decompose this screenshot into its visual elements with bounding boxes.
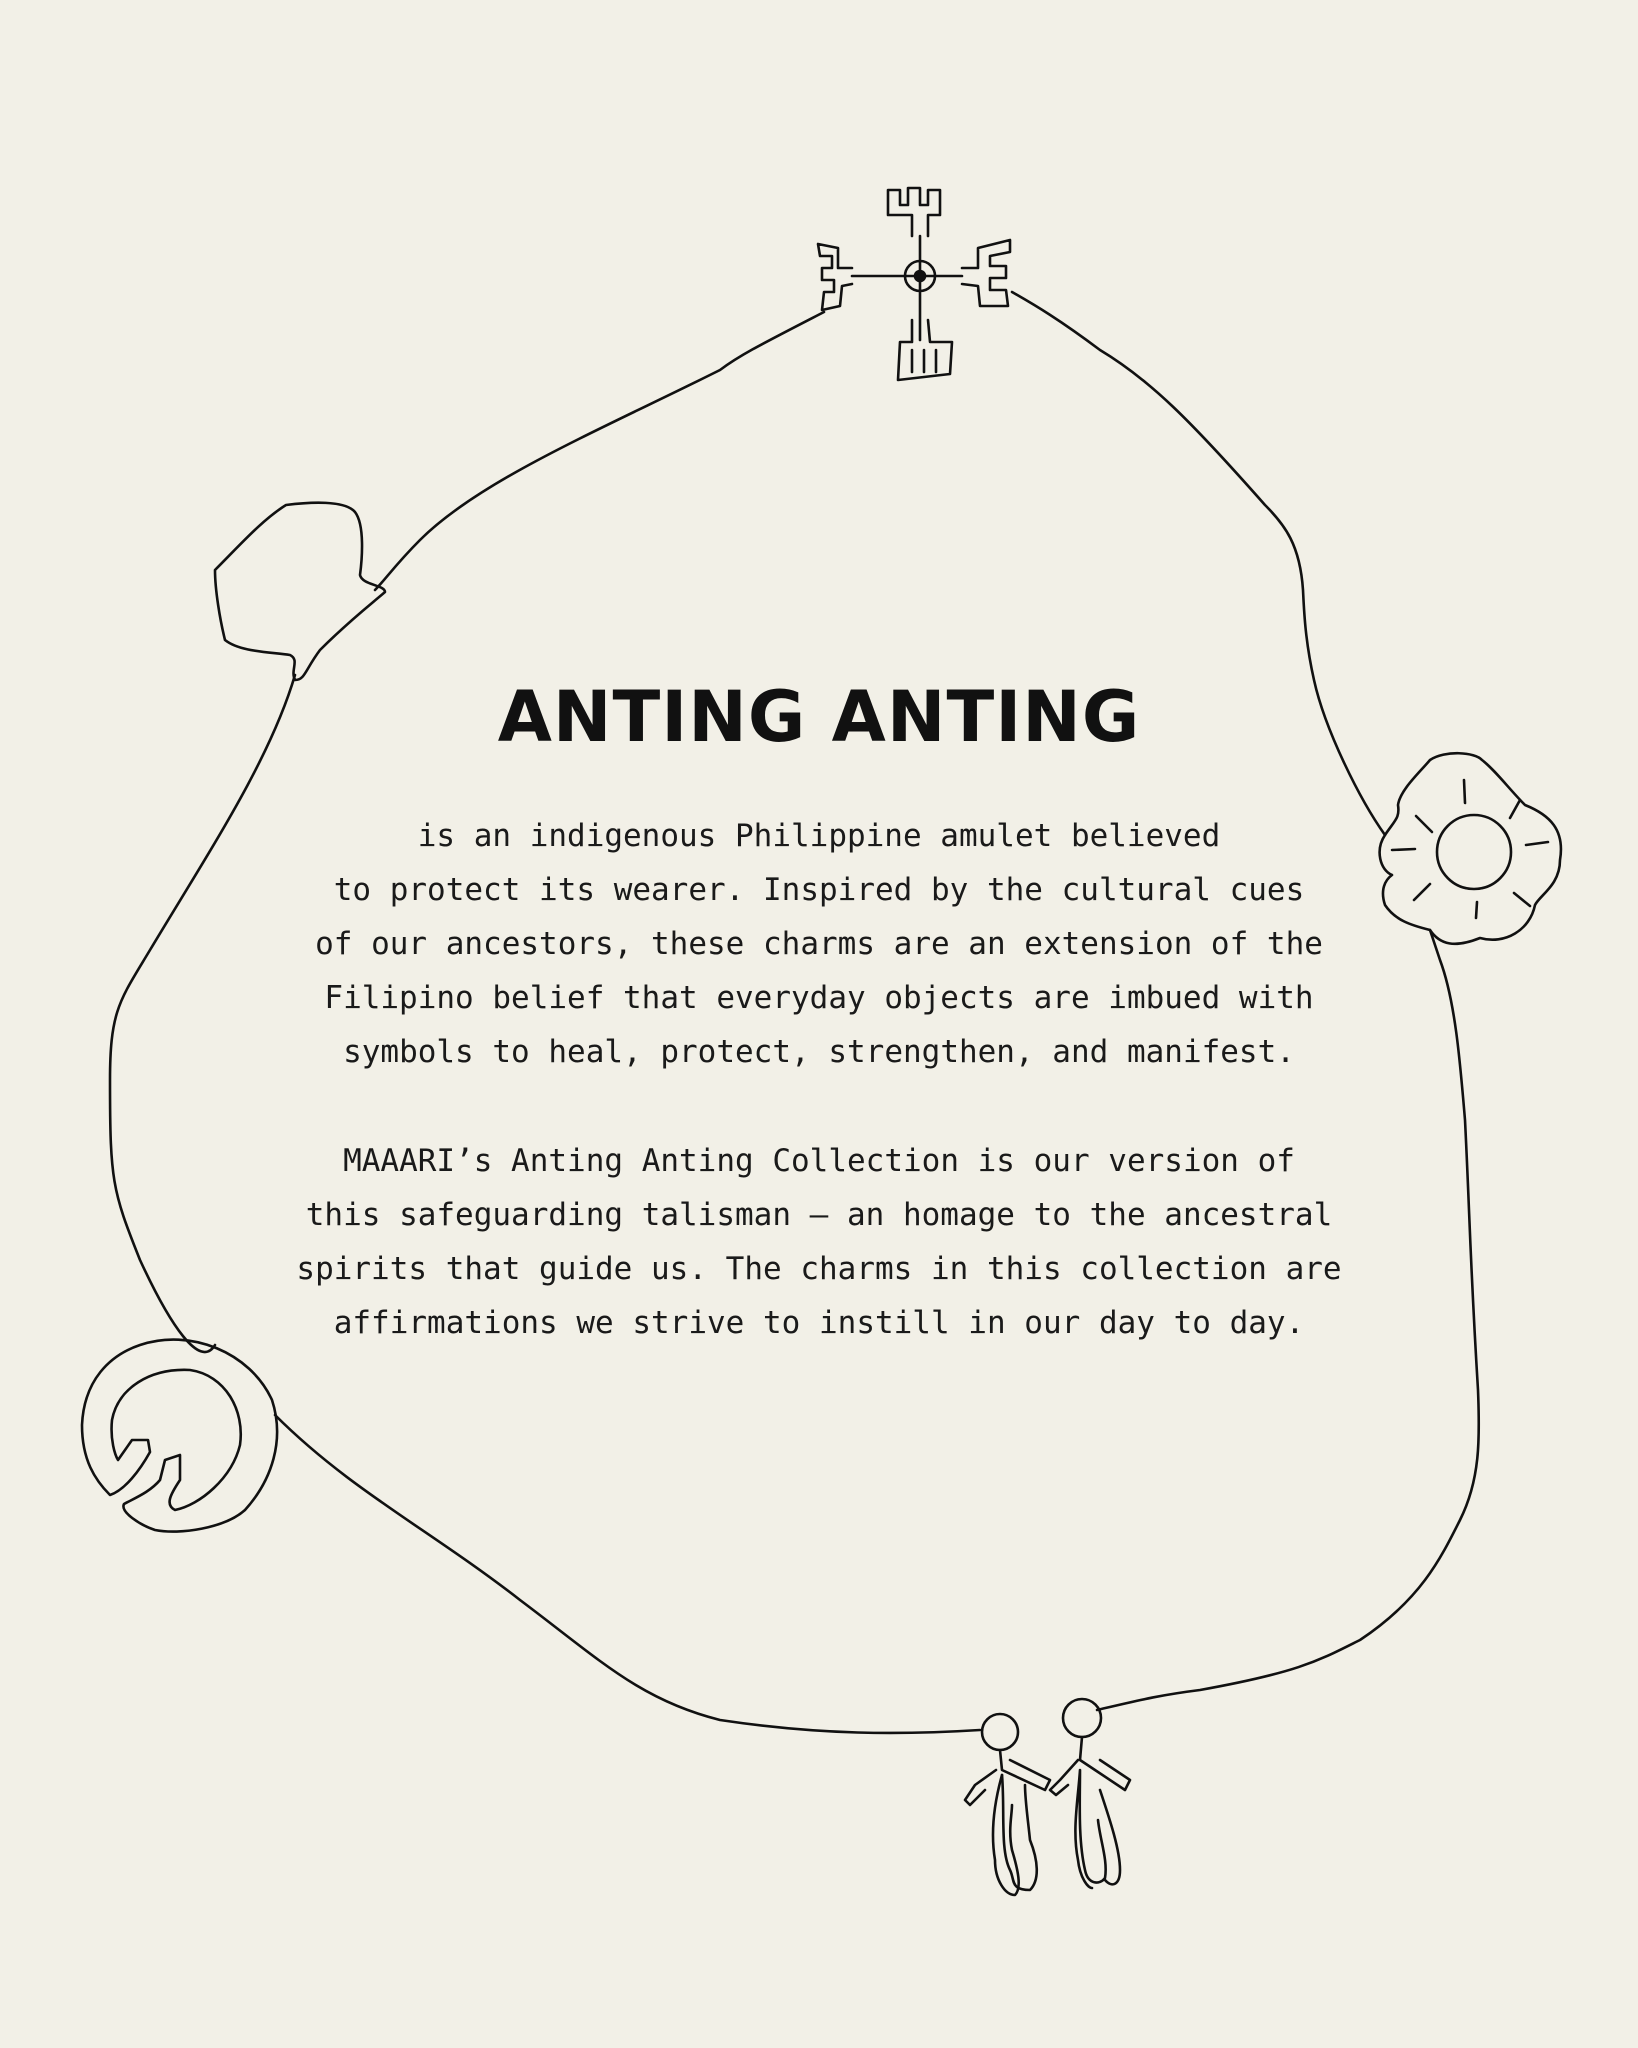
text-line: to protect its wearer. Inspired by the cultural cues [333,872,1305,908]
twin-figures-charm-icon [965,1699,1130,1895]
text-line: is an indigenous Philippine amulet believed [417,818,1221,854]
text-line: of our ancestors, these charms are an extension of the [315,926,1323,962]
text-line: Filipino belief that everyday objects are imbued with [324,980,1314,1016]
collection-paragraph [269,1134,1369,1350]
stone-charm-icon [215,503,385,680]
sun-cross-charm-icon [818,188,1010,380]
flower-charm-icon [1380,753,1561,944]
text-line: affirmations we strive to instill in our day to day. [333,1305,1305,1341]
spiral-circle-charm-icon [82,1340,277,1532]
text-line: this safeguarding talisman — an homage to the ancestral [305,1197,1333,1233]
page-title: ANTING ANTING [497,676,1141,758]
text-line: spirits that guide us. The charms in this collection are [296,1251,1342,1287]
text-line: symbols to heal, protect, strengthen, and manifest. [343,1034,1295,1070]
intro-paragraph [269,809,1369,1079]
text-line: MAAARI’s Anting Anting Collection is our version of [343,1143,1295,1179]
